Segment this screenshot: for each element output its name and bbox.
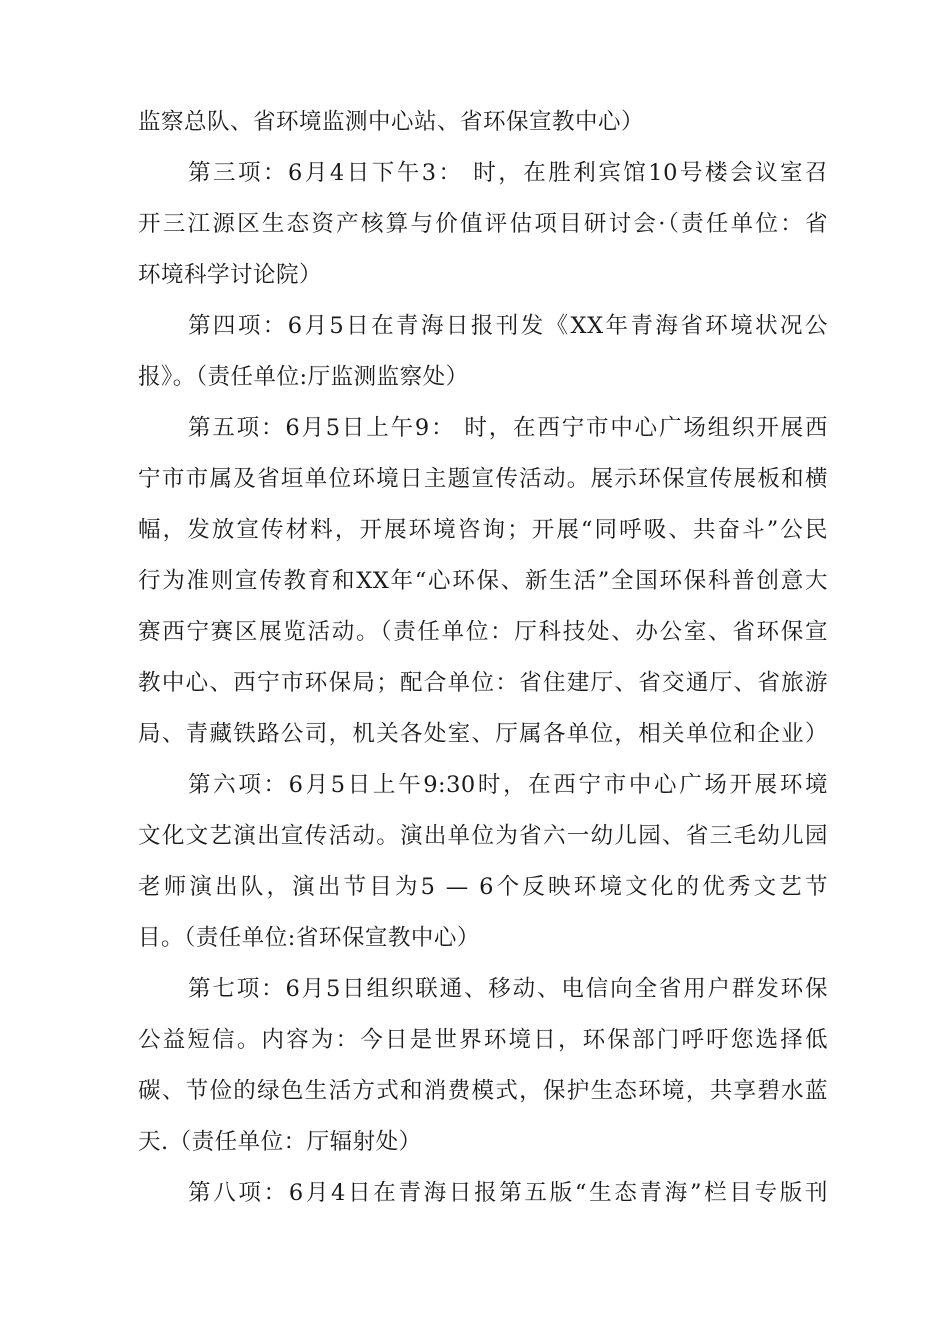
document-line: 碳、节俭的绿色生活方式和消费模式，保护生态环境，共享碧水蓝 — [138, 1078, 828, 1104]
document-line: 第四项：6月5日在青海日报刊发《XX年青海省环境状况公 — [188, 313, 828, 339]
document-line: 监察总队、省环境监测中心站、省环保宣教中心） — [138, 109, 645, 135]
document-line: 幅，发放宣传材料，开展环境咨询；开展“同呼吸、共奋斗”公民 — [138, 517, 828, 543]
document-line: 公益短信。内容为：今日是世界环境日，环保部门呼吁您选择低 — [138, 1027, 828, 1053]
document-line: 第六项：6月5日上午9:30时，在西宁市中心广场开展环境 — [188, 772, 828, 798]
document-line: 目。（责任单位:省环保宣教中心） — [138, 925, 480, 951]
document-body — [138, 97, 828, 1219]
document-line: 第三项：6月4日下午3： 时，在胜利宾馆10号楼会议室召 — [188, 160, 828, 186]
document-line: 第八项：6月4日在青海日报第五版“生态青海”栏目专版刊 — [188, 1180, 828, 1206]
document-line: 老师演出队，演出节目为5 — 6个反映环境文化的优秀文艺节 — [138, 874, 828, 900]
document-line: 宁市市属及省垣单位环境日主题宣传活动。展示环保宣传展板和横 — [138, 466, 828, 492]
document-line: 环境科学讨论院） — [138, 262, 323, 288]
document-line: 开三江源区生态资产核算与价值评估项目研讨会·（责任单位：省 — [138, 211, 828, 237]
document-line: 天.（责任单位：厅辐射处） — [138, 1129, 422, 1155]
document-line: 赛西宁赛区展览活动。（责任单位：厅科技处、办公室、省环保宣 — [138, 619, 828, 645]
document-line: 教中心、西宁市环保局；配合单位：省住建厅、省交通厅、省旅游 — [138, 670, 828, 696]
document-line: 行为准则宣传教育和XX年“心环保、新生活”全国环保科普创意大 — [138, 568, 828, 594]
document-line: 第七项：6月5日组织联通、移动、电信向全省用户群发环保 — [188, 976, 828, 1002]
document-line: 第五项：6月5日上午9： 时，在西宁市中心广场组织开展西 — [188, 415, 828, 441]
document-line: 文化文艺演出宣传活动。演出单位为省六一幼儿园、省三毛幼儿园 — [138, 823, 828, 849]
document-line: 报》。（责任单位:厅监测监察处） — [138, 364, 469, 390]
document-line: 局、青藏铁路公司，机关各处室、厅属各单位，相关单位和企业） — [138, 721, 828, 747]
